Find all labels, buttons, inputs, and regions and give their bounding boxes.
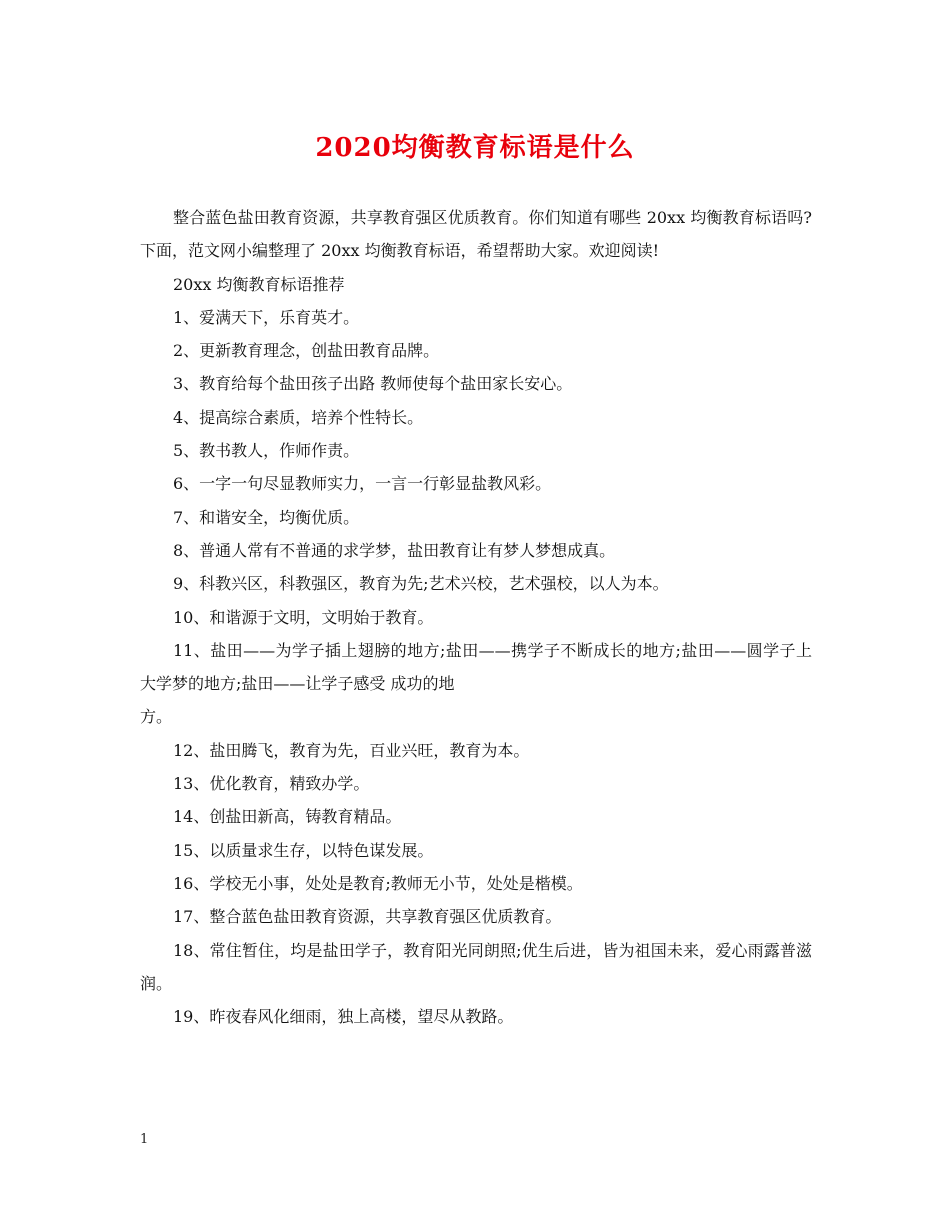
slogan-item-9: 9、科教兴区，科教强区，教育为先;艺术兴校，艺术强校，以人为本。 [173,574,669,594]
slogan-item-12: 12、盐田腾飞，教育为先，百业兴旺，教育为本。 [173,740,530,760]
slogan-item-5: 5、教书教人，作师作责。 [173,441,360,461]
slogan-item-11: 11、盐田——为学子插上翅膀的地方;盐田——携学子不断成长的地方;盐田——圆学子上大学梦的地方;盐田——让学子感受 成功的地 [140,640,812,694]
section-heading: 20xx 均衡教育标语推荐 [173,274,345,294]
slogan-item-1: 1、爱满天下，乐育英才。 [173,307,360,327]
slogan-item-16: 16、学校无小事，处处是教育;教师无小节，处处是楷模。 [173,873,583,893]
slogan-item-7: 7、和谐安全，均衡优质。 [173,507,360,527]
slogan-item-14: 14、创盐田新高，铸教育精品。 [173,807,402,827]
slogan-item-19: 19、昨夜春风化细雨，独上高楼，望尽从教路。 [173,1007,514,1027]
slogan-item-6: 6、一字一句尽显教师实力，一言一行彰显盐教风彩。 [173,474,552,494]
intro-paragraph: 整合蓝色盐田教育资源，共享教育强区优质教育。你们知道有哪些 20xx 均衡教育标语吗?下面，范文网小编整理了 20xx 均衡教育标语，希望帮助大家。欢迎阅读! [140,208,812,261]
slogan-item-17: 17、整合蓝色盐田教育资源，共享教育强区优质教育。 [173,907,562,927]
page-number: 1 [140,1132,149,1147]
slogan-item-4: 4、提高综合素质，培养个性特长。 [173,407,424,427]
slogan-item-8: 8、普通人常有不普通的求学梦，盐田教育让有梦人梦想成真。 [173,540,616,560]
slogan-item-3: 3、教育给每个盐田孩子出路 教师使每个盐田家长安心。 [173,374,573,394]
slogan-item-15: 15、以质量求生存，以特色谋发展。 [173,840,434,860]
slogan-item-10: 10、和谐源于文明，文明始于教育。 [173,607,434,627]
document-body [140,201,812,1033]
document-title: 2020均衡教育标语是什么 [315,133,635,163]
slogan-item-13: 13、优化教育，精致办学。 [173,774,370,794]
slogan-item-11-tail: 方。 [140,707,173,727]
slogan-item-2: 2、更新教育理念，创盐田教育品牌。 [173,341,440,361]
slogan-item-18: 18、常住暂住，均是盐田学子，教育阳光同朗照;优生后进，皆为祖国未来，爱心雨露普滋润。 [140,940,812,993]
